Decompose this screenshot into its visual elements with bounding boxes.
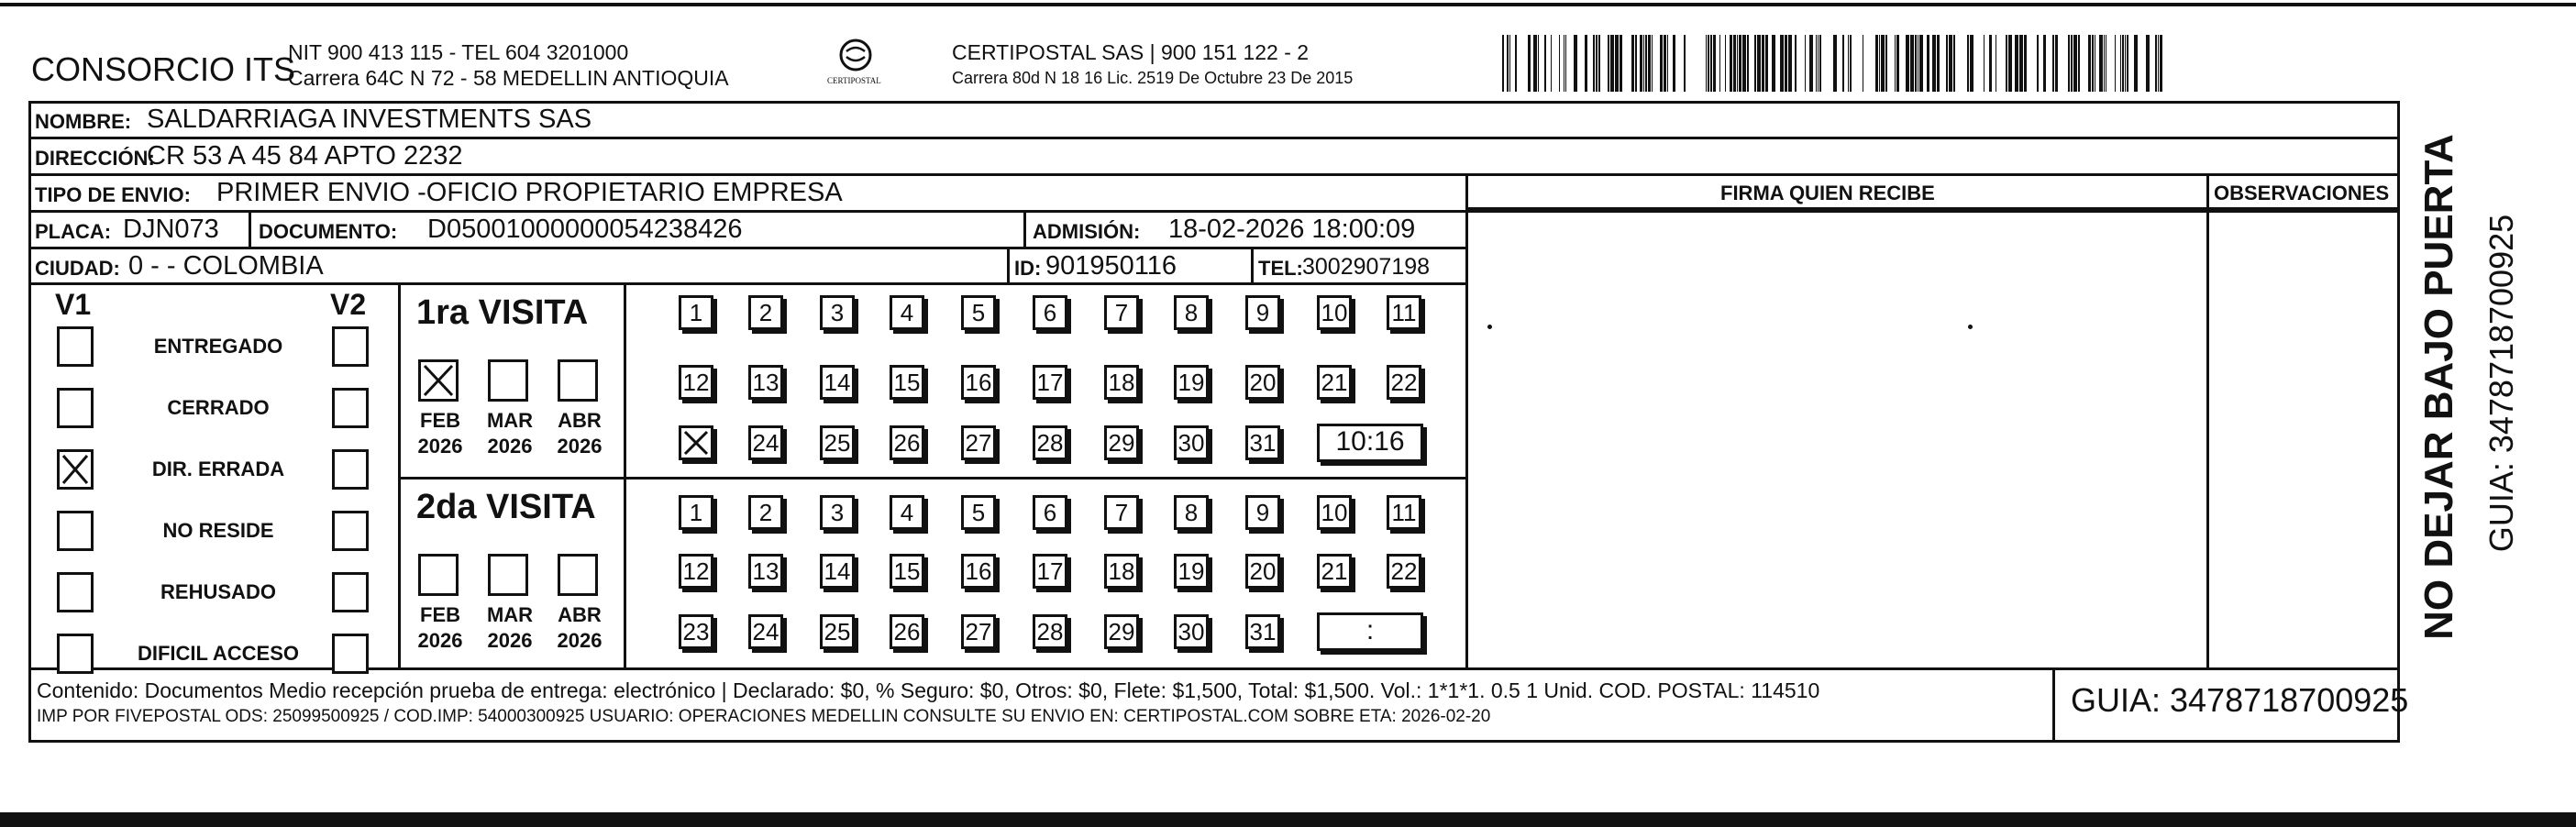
day-box[interactable]: 18	[1104, 365, 1139, 400]
month-checkbox[interactable]	[418, 554, 459, 596]
day-box[interactable]: 3	[820, 295, 855, 330]
day-box[interactable]: 27	[961, 425, 996, 460]
day-box[interactable]: 31	[1245, 614, 1280, 649]
day-box[interactable]: 11	[1387, 495, 1421, 530]
day-box[interactable]: 17	[1033, 554, 1067, 589]
v1-checkbox[interactable]	[57, 449, 94, 490]
time-box[interactable]: :	[1317, 612, 1423, 651]
tipo-label: TIPO DE ENVIO:	[35, 183, 191, 206]
stray-dot	[1968, 325, 1973, 329]
day-box[interactable]: 4	[890, 295, 924, 330]
day-box[interactable]: 10	[1317, 295, 1352, 330]
day-box[interactable]: 15	[890, 554, 924, 589]
stray-dot	[1487, 325, 1492, 329]
day-box[interactable]: 3	[820, 495, 855, 530]
direccion-label: DIRECCIÓN:	[35, 147, 155, 170]
day-box[interactable]: 28	[1033, 614, 1067, 649]
day-box[interactable]: 5	[961, 495, 996, 530]
day-box[interactable]: 20	[1245, 365, 1280, 400]
documento-value: D05001000000054238426	[427, 215, 743, 244]
year-label: 2026	[557, 435, 603, 458]
admision-label: ADMISIÓN:	[1033, 220, 1141, 243]
day-box[interactable]: 16	[961, 554, 996, 589]
firma-header-line	[1465, 207, 2399, 210]
footer-top-line	[28, 667, 2399, 670]
v1-checkbox[interactable]	[57, 572, 94, 612]
vertical-guia: GUIA: 3478718700925	[2482, 214, 2520, 553]
first-visit-title: 1ra VISITA	[416, 293, 589, 332]
day-box[interactable]: 17	[1033, 365, 1067, 400]
tipo-value: PRIMER ENVIO -OFICIO PROPIETARIO EMPRESA	[216, 178, 843, 207]
footer-line-2: IMP POR FIVEPOSTAL ODS: 25099500925 / COD.IMP: 54000300925 USUARIO: OPERACIONES MEDELLIN CONSULTE SU ENVIO EN: CERTIPOSTAL.COM SOBRE ETA: 2026-02-20	[37, 707, 1491, 726]
day-box[interactable]: 1	[679, 495, 713, 530]
day-box[interactable]: 12	[679, 365, 713, 400]
day-box[interactable]: 5	[961, 295, 996, 330]
company-line-2: Carrera 64C N 72 - 58 MEDELLIN ANTIOQUIA	[288, 66, 729, 90]
day-box[interactable]: 30	[1174, 425, 1209, 460]
company-name: CONSORCIO ITS	[31, 50, 296, 88]
day-box[interactable]: 16	[961, 365, 996, 400]
day-box[interactable]: 24	[748, 614, 783, 649]
footer-guia-divider	[2052, 667, 2055, 743]
day-box[interactable]: 7	[1104, 295, 1139, 330]
day-box[interactable]: 13	[748, 554, 783, 589]
day-box[interactable]: 9	[1245, 495, 1280, 530]
day-box[interactable]: 29	[1104, 425, 1139, 460]
handwritten-x-mark	[421, 362, 456, 399]
day-box[interactable]: 31	[1245, 425, 1280, 460]
day-box[interactable]: 6	[1033, 495, 1067, 530]
divider	[249, 210, 251, 247]
year-label: 2026	[417, 435, 463, 458]
vertical-title: NO DEJAR BAJO PUERTA	[2416, 134, 2461, 640]
firma-header: FIRMA QUIEN RECIBE	[1720, 182, 1935, 204]
day-box[interactable]: 1	[679, 295, 713, 330]
status-right-line	[398, 282, 401, 667]
day-box[interactable]: 25	[820, 425, 855, 460]
status-label: CERRADO	[167, 396, 270, 419]
placa-label: PLACA:	[35, 220, 112, 243]
id-label: ID:	[1014, 257, 1042, 280]
day-box[interactable]: 26	[890, 425, 924, 460]
day-box[interactable]: 14	[820, 554, 855, 589]
divider	[1251, 247, 1254, 283]
day-box[interactable]: 19	[1174, 365, 1209, 400]
day-box[interactable]: 29	[1104, 614, 1139, 649]
handwritten-x-mark	[681, 428, 711, 458]
day-box[interactable]: 22	[1387, 554, 1421, 589]
barcode	[1502, 35, 2164, 92]
placa-value: DJN073	[123, 215, 219, 244]
day-box[interactable]: 21	[1317, 365, 1352, 400]
second-visit-title: 2da VISITA	[416, 488, 596, 526]
day-box[interactable]: 14	[820, 365, 855, 400]
day-box[interactable]: 28	[1033, 425, 1067, 460]
direccion-value: CR 53 A 45 84 APTO 2232	[147, 141, 463, 171]
v1-checkbox[interactable]	[57, 326, 94, 367]
v2-checkbox[interactable]	[332, 449, 369, 490]
day-box[interactable]: 26	[890, 614, 924, 649]
day-box[interactable]: 8	[1174, 295, 1209, 330]
divider	[1023, 210, 1026, 247]
month-label: FEB	[420, 603, 460, 626]
day-box[interactable]: 13	[748, 365, 783, 400]
year-label: 2026	[487, 629, 533, 652]
month-checkbox[interactable]	[558, 359, 598, 402]
month-label: ABR	[558, 409, 602, 432]
day-box[interactable]: 24	[748, 425, 783, 460]
day-box[interactable]: 27	[961, 614, 996, 649]
day-box[interactable]: 2	[748, 295, 783, 330]
v2-checkbox[interactable]	[332, 572, 369, 612]
status-label: NO RESIDE	[162, 519, 274, 542]
tel-label: TEL:	[1258, 257, 1303, 280]
day-box[interactable]: 6	[1033, 295, 1067, 330]
month-checkbox[interactable]	[418, 359, 459, 402]
nombre-value: SALDARRIAGA INVESTMENTS SAS	[147, 105, 592, 134]
company-line-1: NIT 900 413 115 - TEL 604 3201000	[288, 40, 629, 64]
side-text-block	[2405, 101, 2520, 743]
day-box[interactable]: 4	[890, 495, 924, 530]
v1-label: V1	[55, 288, 92, 321]
admision-value: 18-02-2026 18:00:09	[1168, 215, 1416, 244]
logo-text: CERTIPOSTAL	[827, 76, 881, 85]
month-checkbox[interactable]	[558, 554, 598, 596]
year-label: 2026	[487, 435, 533, 458]
v1-checkbox[interactable]	[57, 634, 94, 674]
status-label: DIFICIL ACCESO	[137, 642, 299, 665]
day-box[interactable]: 8	[1174, 495, 1209, 530]
row-line	[28, 210, 2399, 213]
v2-checkbox[interactable]	[332, 511, 369, 551]
status-label: DIR. ERRADA	[151, 458, 285, 480]
day-box[interactable]	[679, 425, 713, 460]
day-box[interactable]: 22	[1387, 365, 1421, 400]
month-checkbox[interactable]	[488, 359, 528, 402]
visit-months-right-line	[624, 282, 626, 667]
bottom-edge-band	[0, 812, 2576, 827]
tel-value: 3002907198	[1302, 254, 1431, 280]
row-line	[28, 137, 2399, 139]
v1-checkbox[interactable]	[57, 511, 94, 551]
day-box[interactable]: 23	[679, 614, 713, 649]
divider	[1007, 247, 1010, 283]
day-box[interactable]: 25	[820, 614, 855, 649]
certi-line-2: Carrera 80d N 18 16 Lic. 2519 De Octubre 23 De 2015	[952, 69, 1354, 87]
day-box[interactable]: 21	[1317, 554, 1352, 589]
obs-left-line	[2206, 173, 2209, 668]
visit-divider	[398, 477, 1467, 480]
month-label: MAR	[486, 409, 534, 432]
day-box[interactable]: 10	[1317, 495, 1352, 530]
day-box[interactable]: 7	[1104, 495, 1139, 530]
time-box[interactable]: 10:16	[1317, 424, 1423, 462]
day-box[interactable]: 19	[1174, 554, 1209, 589]
day-box[interactable]: 15	[890, 365, 924, 400]
year-label: 2026	[557, 629, 603, 652]
v2-checkbox[interactable]	[332, 634, 369, 674]
day-box[interactable]: 12	[679, 554, 713, 589]
month-label: ABR	[558, 603, 602, 626]
footer-line-1: Contenido: Documentos Medio recepción prueba de entrega: electrónico | Declarado: $0, % Seguro: $0, Otros: $0, Flete: $1,500, Total: $1,500. Vol.: 1*1*1. 0.5 1 Unid. COD. POSTAL: 114510	[37, 678, 1820, 702]
documento-label: DOCUMENTO:	[259, 220, 398, 243]
firma-left-line	[1465, 173, 1468, 668]
row-line	[28, 173, 2399, 176]
footer-guia: GUIA: 3478718700925	[2071, 681, 2409, 719]
v2-checkbox[interactable]	[332, 326, 369, 367]
day-box[interactable]: 18	[1104, 554, 1139, 589]
ciudad-label: CIUDAD:	[35, 257, 120, 280]
day-box[interactable]: 9	[1245, 295, 1280, 330]
nombre-label: NOMBRE:	[35, 110, 132, 133]
day-box[interactable]: 30	[1174, 614, 1209, 649]
month-label: FEB	[420, 409, 460, 432]
certipostal-logo	[827, 37, 881, 92]
day-box[interactable]: 11	[1387, 295, 1421, 330]
day-box[interactable]: 20	[1245, 554, 1280, 589]
certi-line-1: CERTIPOSTAL SAS | 900 151 122 - 2	[952, 40, 1310, 64]
v1-checkbox[interactable]	[57, 388, 94, 428]
day-box[interactable]: 2	[748, 495, 783, 530]
observaciones-header: OBSERVACIONES	[2214, 182, 2390, 204]
year-label: 2026	[417, 629, 463, 652]
status-label: ENTREGADO	[153, 335, 283, 358]
month-checkbox[interactable]	[488, 554, 528, 596]
v2-checkbox[interactable]	[332, 388, 369, 428]
month-label: MAR	[486, 603, 534, 626]
ciudad-value: 0 - - COLOMBIA	[128, 251, 324, 281]
status-label: REHUSADO	[160, 580, 276, 603]
handwritten-x-mark	[60, 452, 91, 487]
id-value: 901950116	[1045, 251, 1177, 281]
v2-label: V2	[330, 288, 367, 321]
top-edge-line	[0, 3, 2576, 6]
